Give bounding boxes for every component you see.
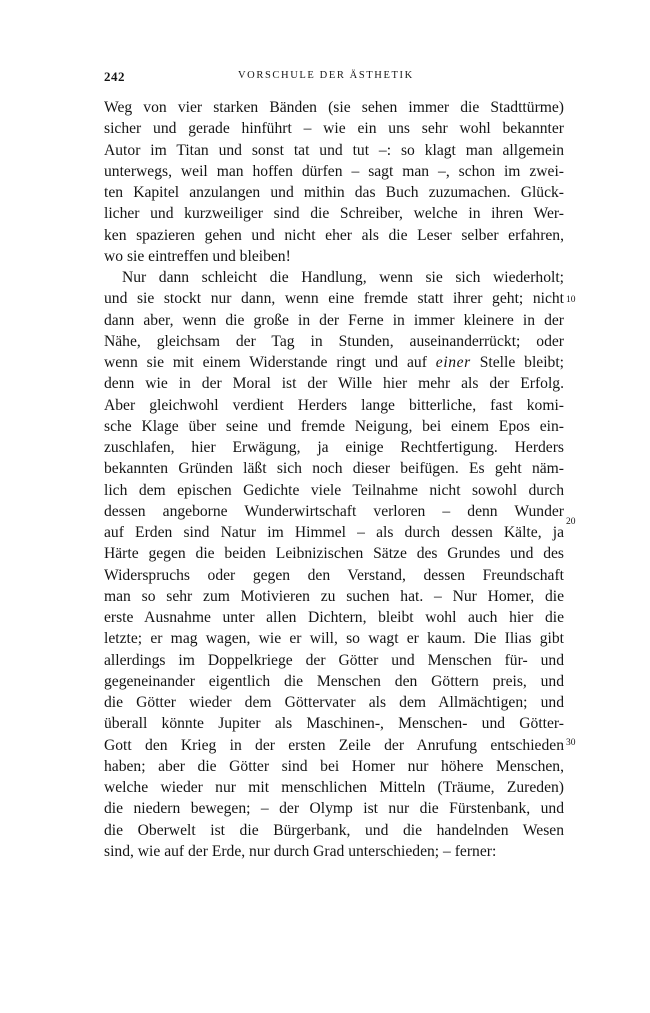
text-line: letzte; er mag wagen, wie er will, so wagt er kaum. Die Ilias gibt: [104, 630, 564, 648]
text-line: und sie stockt nur dann, wenn eine fremde statt ihrer geht; nicht: [104, 290, 564, 308]
emphasized-word: einer: [435, 354, 471, 371]
text-line: allerdings im Doppelkriege der Götter und Menschen für- und: [104, 651, 564, 669]
text-line: Gott den Krieg in der ersten Zeile der Anrufung entschieden: [104, 736, 564, 754]
running-title: VORSCHULE DER ÄSTHETIK: [238, 70, 414, 81]
text-line: ten Kapitel anzulangen und mithin das Buch zuzumachen. Glück-: [104, 184, 564, 201]
text-line: wo sie eintreffen und bleiben!: [104, 247, 291, 265]
text-line: erste Ausnahme unter allen Dichtern, bleibt wohl auch hier die: [104, 609, 564, 626]
text-line: haben; aber die Götter sind bei Homer nur höhere Menschen,: [104, 757, 564, 775]
text-line: Widerspruchs oder gegen den Verstand, dessen Freundschaft: [104, 566, 564, 584]
text-line: Nähe, gleichsam der Tag in Stunden, auseinanderrückt; oder: [104, 332, 564, 350]
text-line: die Götter wieder dem Göttervater als dem Allmächtigen; und: [104, 694, 564, 711]
text-line: bekannten Gründen läßt sich noch dieser beifügen. Es geht näm-: [104, 460, 564, 478]
text-line: Nur dann schleicht die Handlung, wenn sie sich wiederholt;: [122, 269, 564, 286]
line-number-marker: 10: [566, 294, 576, 305]
text-line: sche Klage über seine und fremde Neigung, bei einem Epos ein-: [104, 417, 564, 435]
text-line: überall könnte Jupiter als Maschinen-, Menschen- und Götter-: [104, 715, 564, 733]
text-span: wenn sie mit einem Widerstande ringt und auf: [104, 354, 427, 371]
text-line: die niedern bewegen; – der Olymp ist nur die Fürstenbank, und: [104, 800, 564, 818]
text-line: licher und kurzweiliger sind die Schreiber, welche in ihren Wer-: [104, 205, 564, 223]
line-number-marker: 30: [566, 738, 576, 748]
text-line: Aber gleichwohl verdient Herders lange bitterliche, fast komi-: [104, 396, 564, 414]
text-span: Stelle bleibt;: [479, 354, 564, 371]
text-line: Autor im Titan und sonst tat und tut –: so klagt man allgemein: [104, 141, 564, 159]
page-number: 242: [104, 69, 125, 84]
text-line: unterwegs, weil man hoffen dürfen – sagt man –, schon im zwei-: [104, 162, 564, 180]
text-line: ken spazieren gehen und nicht eher als die Leser selber erfahren,: [104, 226, 564, 244]
text-line: dann aber, wenn die große in der Ferne in immer kleinere in der: [104, 311, 564, 329]
text-line: dessen angeborne Wunderwirtschaft verloren – denn Wunder: [104, 502, 564, 520]
text-line: man so sehr zum Motivieren zu suchen hat. – Nur Homer, die: [104, 587, 564, 605]
running-head: [104, 69, 564, 87]
text-line: zuschlafen, hier Erwägung, ja einige Rechtfertigung. Herders: [104, 439, 564, 456]
body-text: [104, 97, 564, 862]
text-line: Weg von vier starken Bänden (sie sehen immer die Stadttürme): [104, 99, 564, 116]
text-line: gegeneinander eigentlich die Menschen den Göttern preis, und: [104, 672, 564, 690]
text-line: sicher und gerade hinführt – wie ein uns sehr wohl bekannter: [104, 120, 564, 138]
text-line: Härte gegen die beiden Leibnizischen Sätze des Grundes und des: [104, 545, 564, 563]
text-line: lich dem epischen Gedichte viele Teilnahme nicht sowohl durch: [104, 481, 564, 499]
text-line-with-emphasis: [104, 352, 564, 373]
line-number-marker: 20: [566, 517, 576, 527]
text-line: die Oberwelt ist die Bürgerbank, und die handelnden Wesen: [104, 821, 564, 839]
text-line: welche wieder nur mit menschlichen Mitteln (Träume, Zureden): [104, 779, 564, 796]
text-line: auf Erden sind Natur im Himmel – als durch dessen Kälte, ja: [104, 524, 564, 541]
text-line: denn wie in der Moral ist der Wille hier mehr als der Erfolg.: [104, 375, 564, 393]
text-line: sind, wie auf der Erde, nur durch Grad unterschieden; – ferner:: [104, 842, 497, 860]
